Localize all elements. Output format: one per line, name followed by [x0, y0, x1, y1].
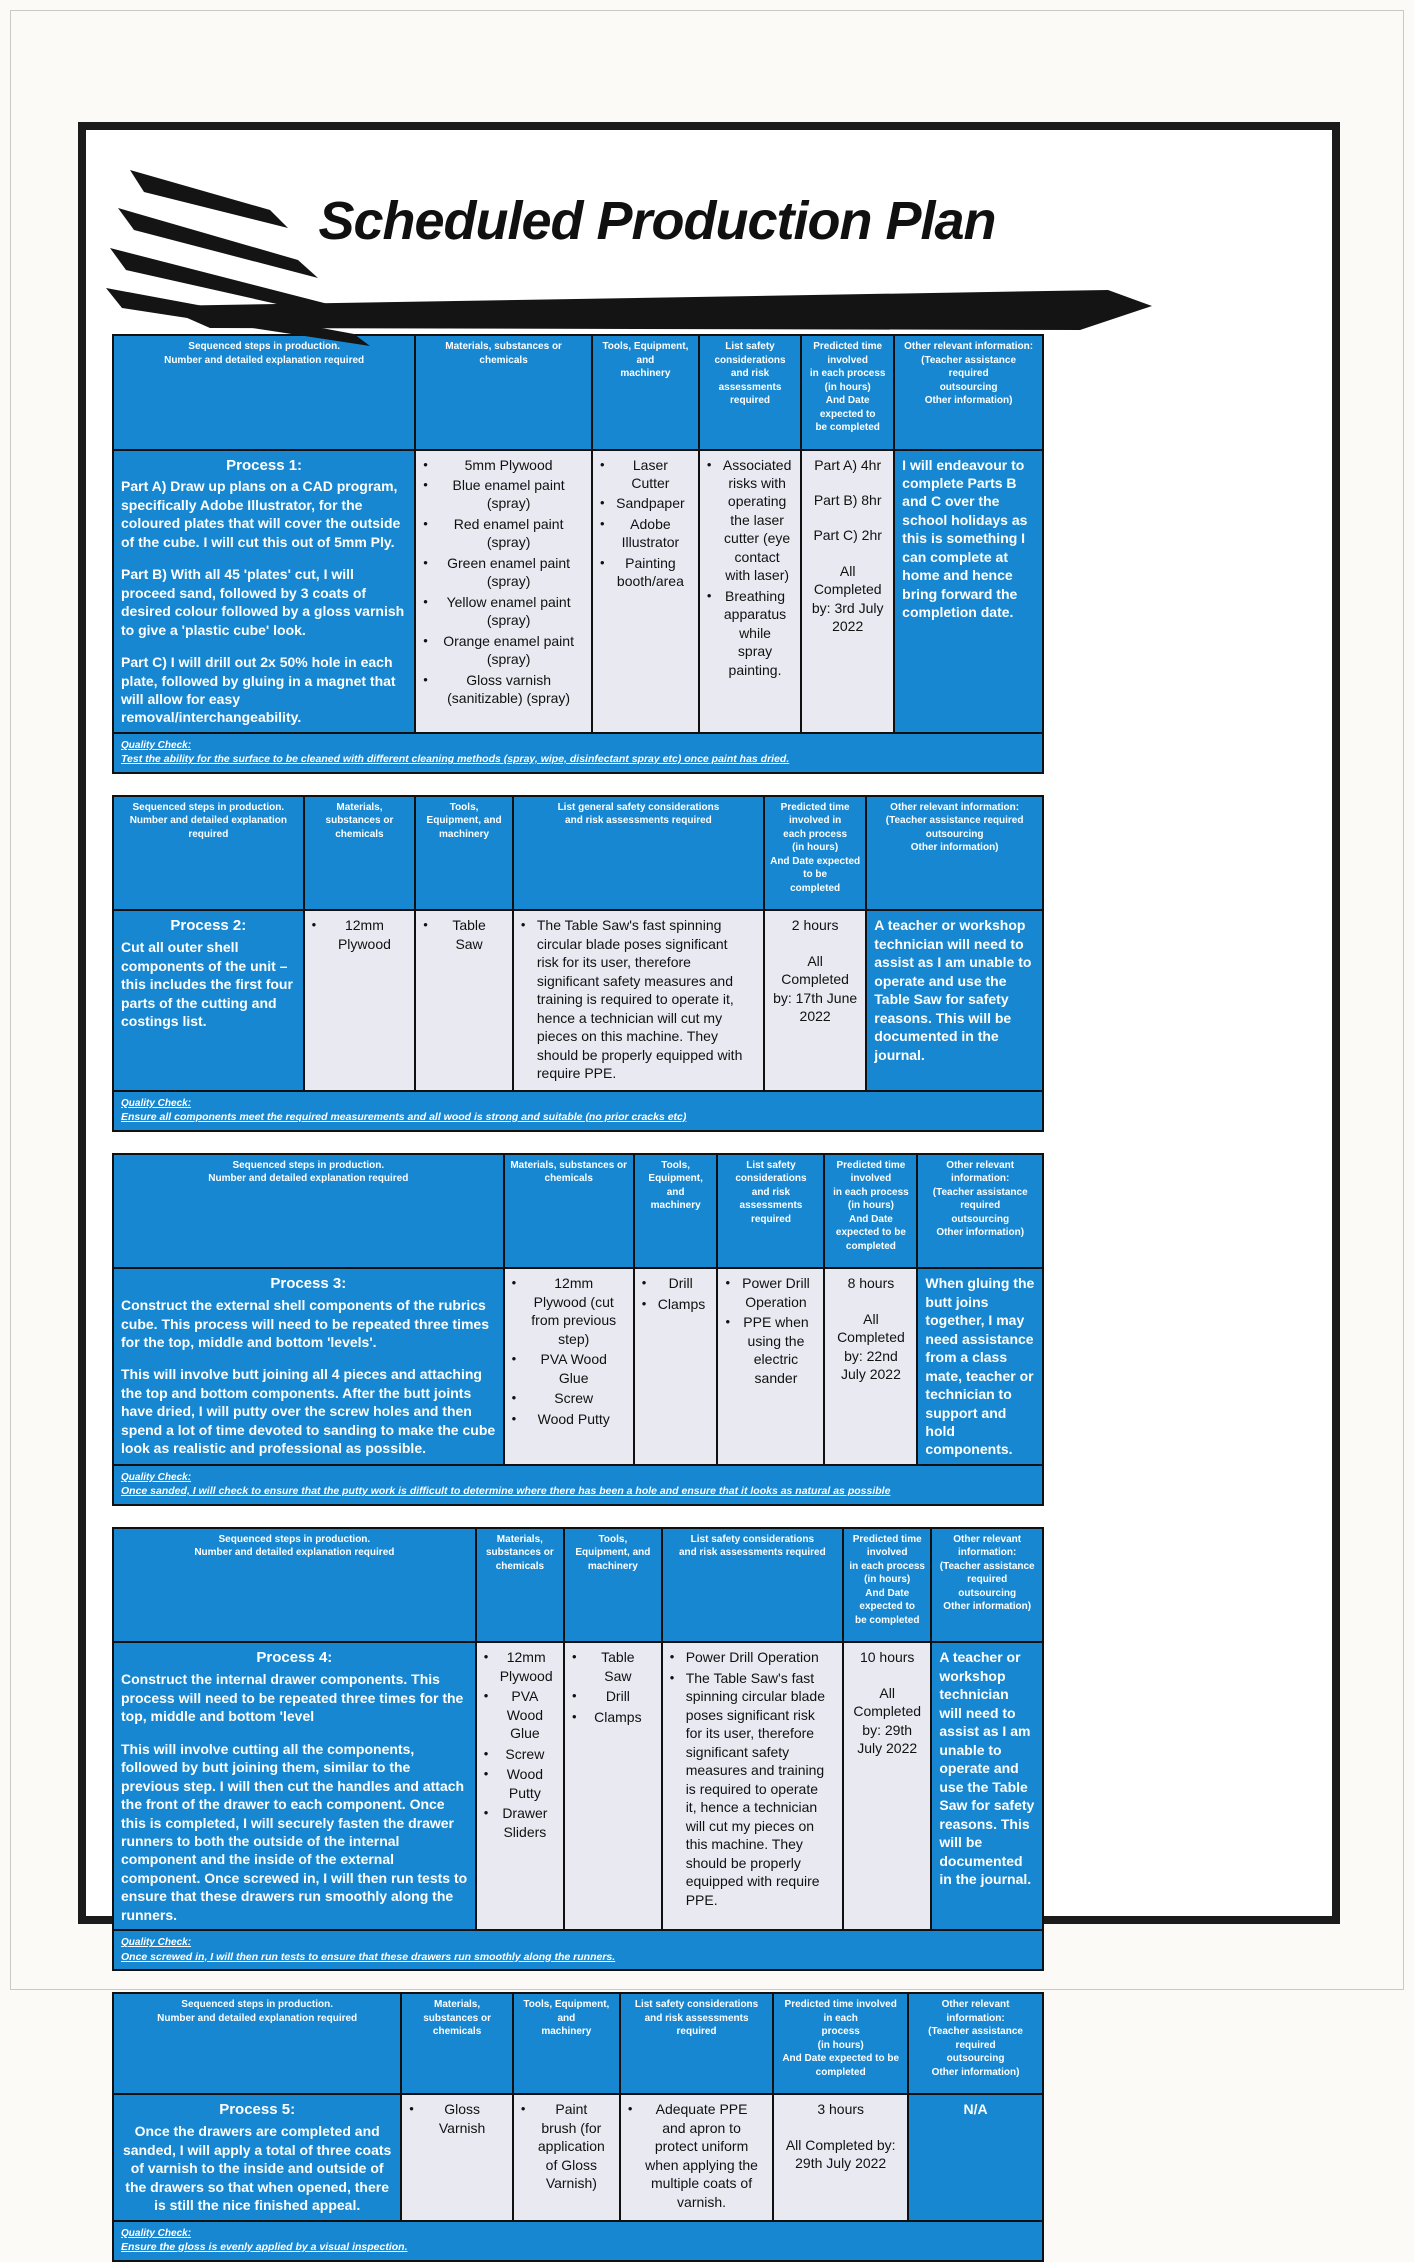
quality-check-text: Once screwed in, I will then run tests to ensure that these drawers run smoothly along the runners.: [121, 1950, 616, 1963]
tools-list: [423, 916, 505, 953]
tools-cell: [415, 910, 513, 1090]
process-title: Process 2:: [170, 917, 247, 935]
steps-header: Sequenced steps in production. Number and detailed explanation required: [113, 1993, 401, 2094]
bullet-icon: •: [669, 1669, 675, 1685]
safety-list: [725, 1274, 816, 1387]
safety-header: List safety considerations and risk assessments required: [620, 1993, 773, 2094]
bullet-item: • Wood Putty: [511, 1410, 610, 1427]
process-3-table: [112, 1153, 1044, 1506]
bullet-icon: •: [599, 554, 605, 570]
quality-check: [113, 1465, 1043, 1505]
bullet-item: • Drawer Sliders: [483, 1805, 548, 1840]
bullet-icon: •: [599, 515, 605, 531]
bullet-item: • Gloss Varnish: [409, 2101, 486, 2136]
safety-cell: [699, 450, 801, 733]
tools-list: [600, 456, 691, 591]
other-info-header: Other relevant information: (Teacher assistance required outsourcing Other information): [917, 1154, 1043, 1269]
bullet-icon: •: [423, 476, 428, 492]
time-header: Predicted time involved in each process (in hours) And Date expected to be completed: [843, 1528, 931, 1643]
safety-list: [670, 1648, 835, 1909]
bullet-icon: •: [311, 917, 317, 933]
quality-check: [113, 1091, 1043, 1131]
materials-cell: [504, 1268, 634, 1465]
bullet-item: • The Table Saw's fast spinning circular blade poses significant risk for its user, therefore significant safety measures and training is required to operate it, hence a technician will cut my pieces on this machine. They should be properly equipped with require PPE.: [520, 917, 743, 1082]
bullet-icon: •: [409, 2101, 414, 2117]
time-header: Predicted time involved in each process (in hours) And Date expected to be completed: [773, 1993, 908, 2094]
time-cell: [824, 1268, 917, 1465]
bullet-icon: •: [423, 515, 428, 531]
bullet-item: • 12mm Plywood (cut from previous step): [511, 1275, 617, 1347]
process-2-table: [112, 795, 1044, 1132]
quality-check-text: Test the ability for the surface to be cleaned with different cleaning methods (spray, wipe, disinfectant spray etc) once paint has dried.: [121, 753, 790, 766]
tools-cell: [634, 1268, 718, 1465]
bullet-item: • PVA Wood Glue: [511, 1351, 607, 1386]
bullet-item: • Power Drill Operation: [725, 1275, 810, 1310]
process-description: [121, 477, 407, 727]
bullet-item: • Gloss varnish (sanitizable) (spray): [423, 671, 571, 707]
process-title: Process 5:: [219, 2101, 296, 2119]
bullet-icon: •: [641, 1295, 647, 1311]
quality-check-text: Ensure the gloss is evenly applied by a visual inspection.: [121, 2240, 408, 2253]
process-description: [121, 938, 296, 1030]
bullet-item: • Clamps: [572, 1708, 642, 1725]
materials-header: Materials, substances or chemicals: [476, 1528, 564, 1643]
quality-check-text: Ensure all components meet the required measurements and all wood is strong and suitable (no prior cracks etc): [121, 1110, 687, 1123]
time-line: All Completed by: 29th July 2022: [785, 2136, 896, 2172]
other-info-header: Other relevant information: (Teacher assistance required outsourcing Other information): [908, 1993, 1043, 2094]
quality-check-label: Quality Check:: [121, 1937, 192, 1949]
time-line: All Completed by: 22nd July 2022: [837, 1310, 905, 1383]
process-description: [121, 2122, 393, 2214]
process-paragraph: This will involve cutting all the components, followed by butt joining them, similar to the previous step. I will then cut the handles and attach the front of the drawer to each component. Once this is completed, I will securely fasten the drawer runners to both the outside of the internal component and the inside of the external component. Once screwed in, I will then run tests to ensure that these drawers run smoothly along the runners.: [121, 1740, 468, 1923]
bullet-icon: •: [706, 587, 712, 603]
process-1-table: [112, 334, 1044, 774]
bullet-icon: •: [483, 1745, 489, 1761]
bullet-item: • Table Saw: [572, 1649, 635, 1684]
safety-list: [521, 916, 756, 1082]
bullet-item: • Power Drill Operation: [669, 1649, 819, 1666]
bullet-item: • 12mm Plywood: [311, 917, 391, 952]
bullet-item: • Breathing apparatus while spray painting.: [706, 587, 787, 678]
tools-header: Tools, Equipment, and machinery: [513, 1993, 620, 2094]
quality-check-label: Quality Check:: [121, 739, 192, 751]
materials-list: [409, 2100, 505, 2137]
time-header: Predicted time involved in each process (in hours) And Date expected to be completed: [824, 1154, 917, 1269]
process-title: Process 4:: [256, 1649, 333, 1667]
bullet-item: • Adobe Illustrator: [599, 515, 680, 551]
process-paragraph: Cut all outer shell components of the unit – this includes the first four parts of the cutting and costings list.: [121, 939, 293, 1030]
materials-list: [512, 1274, 626, 1428]
other-info-cell: A teacher or workshop technician will need to assist as I am unable to operate and use the Table Saw for safety reasons. This will be documented in the journal.: [866, 910, 1043, 1090]
other-info-header: Other relevant information: (Teacher assistance required outsourcing Other information): [931, 1528, 1043, 1643]
process-4-table: [112, 1527, 1044, 1971]
steps-header: Sequenced steps in production. Number and detailed explanation required: [113, 1528, 476, 1643]
bullet-item: • Screw: [483, 1745, 545, 1762]
bullet-item: • Sandpaper: [599, 495, 685, 512]
safety-cell: [717, 1268, 824, 1465]
materials-header: Materials, substances or chemicals: [401, 1993, 513, 2094]
steps-header: Sequenced steps in production. Number and detailed explanation required: [113, 1154, 504, 1269]
steps-header: Sequenced steps in production. Number and detailed explanation required: [113, 796, 304, 911]
tools-header: Tools, Equipment, and machinery: [564, 1528, 662, 1643]
time-line: Part A) 4hr: [814, 456, 882, 473]
safety-cell: [620, 2094, 773, 2220]
bullet-icon: •: [423, 456, 428, 472]
tools-header: Tools, Equipment, and machinery: [634, 1154, 718, 1269]
bullet-icon: •: [483, 1649, 489, 1665]
process-title: Process 3:: [270, 1275, 347, 1293]
other-info-cell: When gluing the butt joins together, I may need assistance from a class mate, teacher or technician to support and hold components.: [917, 1268, 1043, 1465]
process-paragraph: Construct the internal drawer components. This process will need to be repeated three times for the top, middle and bottom 'level: [121, 1671, 464, 1725]
bullet-item: • 12mm Plywood: [483, 1649, 553, 1684]
bullet-item: • Red enamel paint (spray): [423, 515, 564, 551]
safety-cell: [513, 910, 764, 1090]
safety-list: [628, 2100, 765, 2211]
time-cell: [801, 450, 894, 733]
time-header: Predicted time involved in each process (in hours) And Date expected to be completed: [764, 796, 866, 911]
bullet-icon: •: [511, 1351, 517, 1367]
bullet-item: • Laser Cutter: [599, 456, 670, 491]
bullet-icon: •: [520, 2101, 526, 2117]
quality-check-label: Quality Check:: [121, 1097, 192, 1109]
time-line: Part B) 8hr: [813, 491, 882, 508]
other-info-cell: A teacher or workshop technician will need to assist as I am unable to operate and use the Table Saw for safety reasons. This will be documented in the journal.: [931, 1642, 1043, 1930]
quality-check-label: Quality Check:: [121, 2227, 192, 2239]
bullet-item: • PVA Wood Glue: [483, 1688, 544, 1742]
bullet-icon: •: [423, 554, 428, 570]
other-info-cell: I will endeavour to complete Parts B and C over the school holidays as this is something I can complete at home and hence bring forward the completion date.: [894, 450, 1043, 733]
document-header: [112, 142, 1044, 334]
bullet-item: • Painting booth/area: [599, 554, 684, 590]
bullet-item: • PPE when using the electric sander: [725, 1314, 809, 1386]
bullet-item: • Yellow enamel paint (spray): [423, 593, 571, 629]
time-cell: [843, 1642, 931, 1930]
tools-cell: [592, 450, 699, 733]
bullet-icon: •: [483, 1805, 489, 1821]
materials-header: Materials, substances or chemicals: [504, 1154, 634, 1269]
materials-list: [423, 456, 584, 708]
process-paragraph: Part C) I will drill out 2x 50% hole in each plate, followed by gluing in a magnet that will allow for easy removal/interchangeability.: [121, 654, 396, 726]
materials-header: Materials, substances or chemicals: [304, 796, 416, 911]
bullet-item: • Drill: [572, 1688, 630, 1705]
bullet-item: • Screw: [511, 1390, 594, 1407]
process-paragraph: Part B) With all 45 'plates' cut, I will proceed sand, followed by 3 coats of desired colour followed by a gloss varnish to give a 'plastic cube' look.: [121, 566, 405, 638]
bullet-icon: •: [423, 593, 428, 609]
other-info-header: Other relevant information: (Teacher assistance required outsourcing Other information): [866, 796, 1043, 911]
materials-list: [312, 916, 408, 953]
bullet-icon: •: [483, 1688, 489, 1704]
tools-cell: [513, 2094, 620, 2220]
bullet-icon: •: [423, 671, 428, 687]
tools-header: Tools, Equipment, and machinery: [415, 796, 513, 911]
materials-cell: [304, 910, 416, 1090]
bullet-icon: •: [572, 1708, 577, 1724]
process-title: Process 1:: [226, 456, 303, 474]
time-lines: [809, 456, 886, 636]
bullet-item: • Green enamel paint (spray): [423, 554, 571, 590]
bullet-item: • Adequate PPE and apron to protect uniform when applying the multiple coats of varnish.: [627, 2101, 758, 2210]
safety-header: List general safety considerations and risk assessments required: [513, 796, 764, 911]
bullet-item: • Associated risks with operating the laser cutter (eye contact with laser): [706, 456, 792, 584]
bullet-icon: •: [511, 1275, 517, 1291]
time-line: 8 hours: [847, 1275, 895, 1292]
bullet-icon: •: [627, 2101, 633, 2117]
bullet-icon: •: [423, 917, 428, 933]
time-lines: [772, 916, 858, 1025]
process-paragraph: Construct the external shell components of the rubrics cube. This process will need to be repeated three times for the top, middle and bottom 'levels'.: [121, 1297, 489, 1350]
bullet-icon: •: [520, 917, 526, 933]
document-content: [112, 142, 1044, 2262]
safety-cell: [662, 1642, 843, 1930]
process-paragraph: Part A) Draw up plans on a CAD program, specifically Adobe Illustrator, for the coloured plates that will cover the outside of the cube. I will cut this out of 5mm Ply.: [121, 478, 401, 550]
tools-list: [642, 1274, 710, 1313]
bullet-icon: •: [669, 1649, 675, 1665]
time-lines: [832, 1274, 909, 1383]
steps-cell: [113, 1268, 504, 1465]
quality-check: [113, 1930, 1043, 1970]
time-line: All Completed by: 29th July 2022: [853, 1684, 922, 1757]
bullet-icon: •: [483, 1766, 489, 1782]
document-frame: [78, 122, 1340, 2253]
bullet-icon: •: [572, 1649, 577, 1665]
time-line: All Completed by: 3rd July 2022: [811, 562, 884, 635]
bullet-icon: •: [572, 1688, 577, 1704]
time-line: 3 hours: [817, 2101, 865, 2118]
bullet-item: • Wood Putty: [483, 1766, 544, 1801]
time-cell: [773, 2094, 908, 2220]
time-cell: [764, 910, 866, 1090]
tools-cell: [564, 1642, 662, 1930]
quality-check-label: Quality Check:: [121, 1471, 192, 1483]
other-info-cell: N/A: [908, 2094, 1043, 2220]
materials-header: Materials, substances or chemicals: [415, 335, 592, 450]
steps-cell: [113, 2094, 401, 2220]
bullet-icon: •: [641, 1275, 647, 1291]
time-line: Part C) 2hr: [813, 527, 882, 544]
bullet-item: • Blue enamel paint (spray): [423, 476, 565, 512]
quality-check: [113, 733, 1043, 773]
time-lines: [781, 2100, 900, 2172]
bullet-icon: •: [706, 456, 712, 472]
bullet-item: • Drill: [641, 1275, 693, 1292]
process-description: [121, 1670, 468, 1924]
materials-cell: [401, 2094, 513, 2220]
tools-header: Tools, Equipment, and machinery: [592, 335, 699, 450]
bullet-item: • Clamps: [641, 1295, 706, 1312]
materials-list: [484, 1648, 556, 1841]
steps-cell: [113, 910, 304, 1090]
other-info-header: Other relevant information: (Teacher assistance required outsourcing Other information): [894, 335, 1043, 450]
safety-header: List safety considerations and risk assessments required: [717, 1154, 824, 1269]
quality-check: [113, 2221, 1043, 2261]
process-paragraph: Once the drawers are completed and sanded, I will apply a total of three coats of varnish to the inside and outside of the drawers so that when opened, there is still the nice finished appeal.: [122, 2123, 392, 2214]
time-line: All Completed by: 17th June 2022: [773, 952, 858, 1025]
bullet-icon: •: [511, 1410, 517, 1426]
tools-list: [572, 1648, 654, 1726]
safety-list: [707, 456, 793, 680]
time-lines: [851, 1648, 923, 1757]
bullet-item: • The Table Saw's fast spinning circular blade poses significant risk for its user, therefore significant safety measures and training is required to operate it, hence a technician will cut my pieces on this machine. They should be properly equipped with require PPE.: [669, 1669, 825, 1908]
time-line: 2 hours: [791, 917, 839, 934]
bullet-icon: •: [511, 1390, 517, 1406]
materials-cell: [415, 450, 592, 733]
bullet-icon: •: [599, 456, 605, 472]
bullet-item: • Table Saw: [423, 917, 486, 952]
bullet-icon: •: [423, 632, 428, 648]
steps-cell: [113, 450, 415, 733]
bullet-item: • Paint brush (for application of Gloss Varnish): [520, 2101, 605, 2192]
tools-list: [521, 2100, 612, 2192]
time-line: 10 hours: [859, 1649, 915, 1666]
quality-check-text: Once sanded, I will check to ensure that the putty work is difficult to determine where there has been a hole and ensure that it looks as natural as possible: [121, 1485, 891, 1498]
process-5-table: [112, 1992, 1044, 2261]
bullet-item: • 5mm Plywood: [423, 456, 553, 473]
bullet-icon: •: [725, 1314, 731, 1330]
bullet-icon: •: [725, 1275, 731, 1291]
steps-cell: [113, 1642, 476, 1930]
safety-header: List safety considerations and risk assessments required: [662, 1528, 843, 1643]
process-description: [121, 1296, 496, 1458]
steps-header: Sequenced steps in production. Number and detailed explanation required: [113, 335, 415, 450]
bullet-icon: •: [599, 495, 605, 511]
safety-header: List safety considerations and risk assessments required: [699, 335, 801, 450]
materials-cell: [476, 1642, 564, 1930]
bullet-item: • Orange enamel paint (spray): [423, 632, 574, 668]
time-header: Predicted time involved in each process (in hours) And Date expected to be completed: [801, 335, 894, 450]
page-title: Scheduled Production Plan: [318, 191, 996, 251]
process-paragraph: This will involve butt joining all 4 pieces and attaching the top and bottom components. After the butt joints have dried, I will putty over the screw holes and then spend a lot of time devoted to sanding to make the cube look as realistic and professional as possible.: [121, 1366, 496, 1457]
